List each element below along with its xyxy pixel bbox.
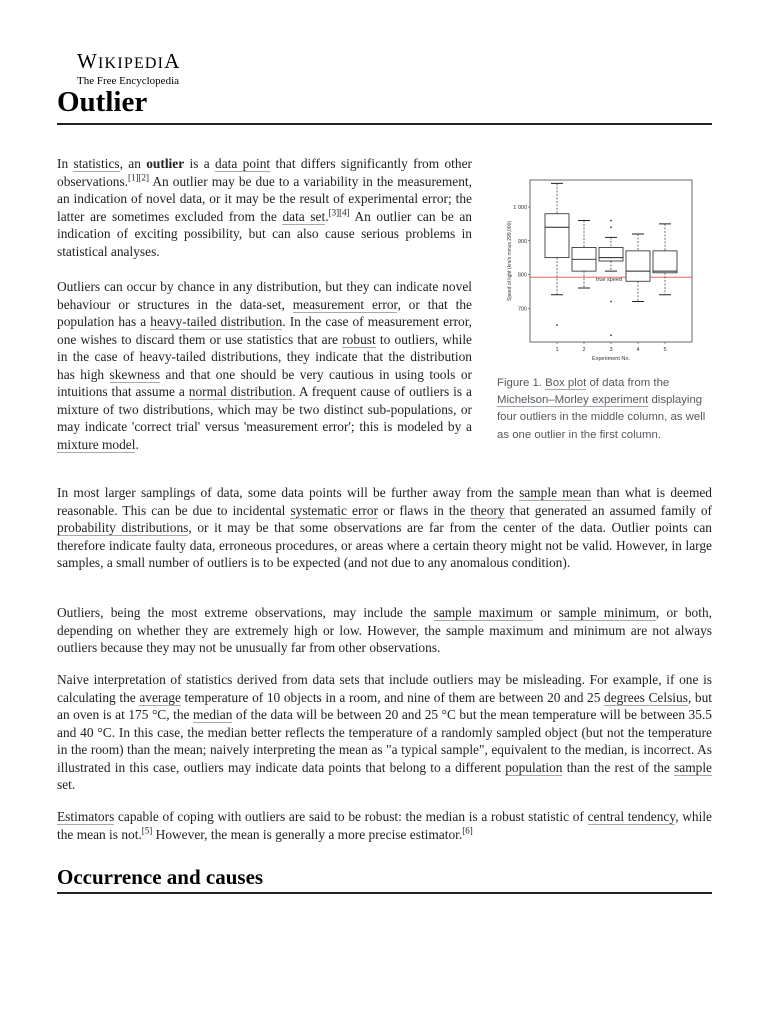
link-mixture-model[interactable]: mixture model xyxy=(57,436,136,452)
outlier-point xyxy=(610,220,612,222)
y-tick-label: 1 000 xyxy=(513,205,527,211)
paragraph-intro: In statistics, an outlier is a data point that differs significantly from other observations.[1][2] An outlier may be due to a variability in the measurement, an indication of novel data, or it may be the result of experimental error; the latter are sometimes excluded from the data set.[3][4] An outlier can be an indication of exciting possibility, but can also cause serious problems in statistical analyses. xyxy=(57,156,473,259)
paragraph-extremes: Outliers, being the most extreme observations, may include the sample maximum or sample minimum, or both, depending on whether they are extremely high or low. However, the sample maximum and minimum are not always outliers because they may not be unusually far from other observations. xyxy=(57,605,712,655)
x-tick-label: 4 xyxy=(636,347,640,353)
box xyxy=(653,251,677,273)
link-sample[interactable]: sample xyxy=(674,759,712,775)
link-systematic-error[interactable]: systematic error xyxy=(290,502,379,518)
paragraph-estimators: Estimators capable of coping with outliers are said to be robust: the median is a robust statistic of central tendency, while the mean is not.[5] However, the mean is generally a more precise estimator.[6] xyxy=(57,809,712,842)
paragraph-naive-interpretation: Naive interpretation of statistics derived from data sets that include outliers may be misleading. For example, if one is calculating the average temperature of 10 objects in a room, and nine of them are between 20 and 25 degrees Celsius, but an oven is at 175 °C, the median of the data will be between 20 and 25 °C but the mean temperature will be between 35.5 and 40 °C. In this case, the median better reflects the temperature of a randomly sampled object (but not the temperature in the room) than the mean; naively interpreting the mean as "a typical sample", equivalent to the median, is incorrect. As illustrated in this case, outliers may indicate data points that belong to a different population than the rest of the sample set. xyxy=(57,672,713,792)
link-median[interactable]: median xyxy=(192,707,233,722)
link-sample-maximum[interactable]: sample maximum xyxy=(433,605,534,620)
box xyxy=(545,214,569,258)
citation-1[interactable]: [1] xyxy=(128,172,139,183)
y-tick-label: 800 xyxy=(517,272,527,279)
box xyxy=(599,248,623,262)
link-sample-mean[interactable]: sample mean xyxy=(519,485,592,500)
link-population[interactable]: population xyxy=(505,759,563,775)
link-heavy-tailed-distribution[interactable]: heavy-tailed distribution xyxy=(150,314,283,329)
link-statistics[interactable]: statistics xyxy=(73,156,120,171)
true-speed-label: true speed xyxy=(596,277,622,284)
citation-2[interactable]: [2] xyxy=(138,172,150,183)
link-michelson-morley[interactable]: Michelson–Morley experiment xyxy=(497,394,649,407)
term-outlier: outlier xyxy=(146,156,185,171)
link-central-tendency[interactable]: central tendency xyxy=(587,809,676,824)
citation-5[interactable]: [5] xyxy=(141,825,153,836)
figure-caption: Figure 1. Box plot of data from the Michelson–Morley experiment displaying four outliers in the middle column, as well as one outlier in the first column. xyxy=(497,377,706,441)
wikipedia-logo[interactable] xyxy=(77,50,181,87)
x-tick-label: 1 xyxy=(555,347,559,353)
link-skewness[interactable]: skewness xyxy=(109,366,161,382)
link-probability-distributions[interactable]: probability distributions xyxy=(57,520,189,535)
citation-3[interactable]: [3] xyxy=(328,207,340,218)
paragraph-occurrence: Outliers can occur by chance in any distribution, but they can indicate novel behaviour or structures in the data-set, measurement error, or that the population has a heavy-tailed distribution. In the case of measurement error, one wishes to discard them or use statistics that are robust to outliers, while in the case of heavy-tailed distributions, they indicate that the distribution has high skewness and that one should be very cautious in using tools or intuitions that assume a normal distribution. A frequent cause of outliers is a mixture of two distributions, which may be two distinct sub-populations, or may indicate 'correct trial' versus 'measurement error'; this is modeled by a mixture model. xyxy=(57,279,472,452)
outlier-point xyxy=(610,334,612,336)
x-axis-label: Experiment No. xyxy=(592,356,630,362)
link-robust[interactable]: robust xyxy=(342,331,376,347)
link-data-set[interactable]: data set xyxy=(282,208,326,224)
outlier-point xyxy=(556,324,558,326)
link-box-plot[interactable]: Box plot xyxy=(545,377,587,389)
wikipedia-wordmark: WIKIPEDIA xyxy=(77,49,181,73)
link-degrees-celsius[interactable]: degrees Celsius xyxy=(604,689,688,705)
section-heading-occurrence: Occurrence and causes xyxy=(57,865,264,889)
x-tick-label: 3 xyxy=(609,347,613,353)
link-normal-distribution[interactable]: normal distribution xyxy=(188,384,293,399)
citation-6[interactable]: [6] xyxy=(462,825,473,836)
x-tick-label: 5 xyxy=(663,347,667,353)
citation-4[interactable]: [4] xyxy=(339,207,350,218)
figure-box-plot xyxy=(497,172,709,444)
link-data-point[interactable]: data point xyxy=(215,156,271,171)
outlier-point xyxy=(610,301,612,303)
section-divider xyxy=(57,892,712,894)
link-estimators[interactable]: Estimators xyxy=(57,809,115,824)
box xyxy=(626,251,650,281)
page-title: Outlier xyxy=(57,86,148,118)
title-divider xyxy=(57,123,712,125)
box-plot-chart[interactable] xyxy=(497,172,709,364)
y-tick-label: 900 xyxy=(517,238,527,245)
link-average[interactable]: average xyxy=(139,689,181,705)
link-theory[interactable]: theory xyxy=(470,502,505,518)
link-sample-minimum[interactable]: sample minimum xyxy=(558,605,656,620)
y-tick-label: 700 xyxy=(517,306,527,313)
x-tick-label: 2 xyxy=(582,347,586,353)
paragraph-samplings: In most larger samplings of data, some data points will be further away from the sample mean than what is deemed reasonable. This can be due to incidental systematic error or flaws in the theory that generated an assumed family of probability distributions, or it may be that some observations are far from the center of the data. Outlier points can therefore indicate faulty data, erroneous procedures, or areas where a certain theory might not be valid. However, in large samples, a small number of outliers is to be expected (and not due to any anomalous condition). xyxy=(57,485,713,570)
outlier-point xyxy=(610,226,612,228)
link-measurement-error[interactable]: measurement error xyxy=(292,296,398,312)
y-axis-label: Speed of light (km/s minus 299,000) xyxy=(507,220,513,302)
wikipedia-tagline: The Free Encyclopedia xyxy=(77,75,180,87)
